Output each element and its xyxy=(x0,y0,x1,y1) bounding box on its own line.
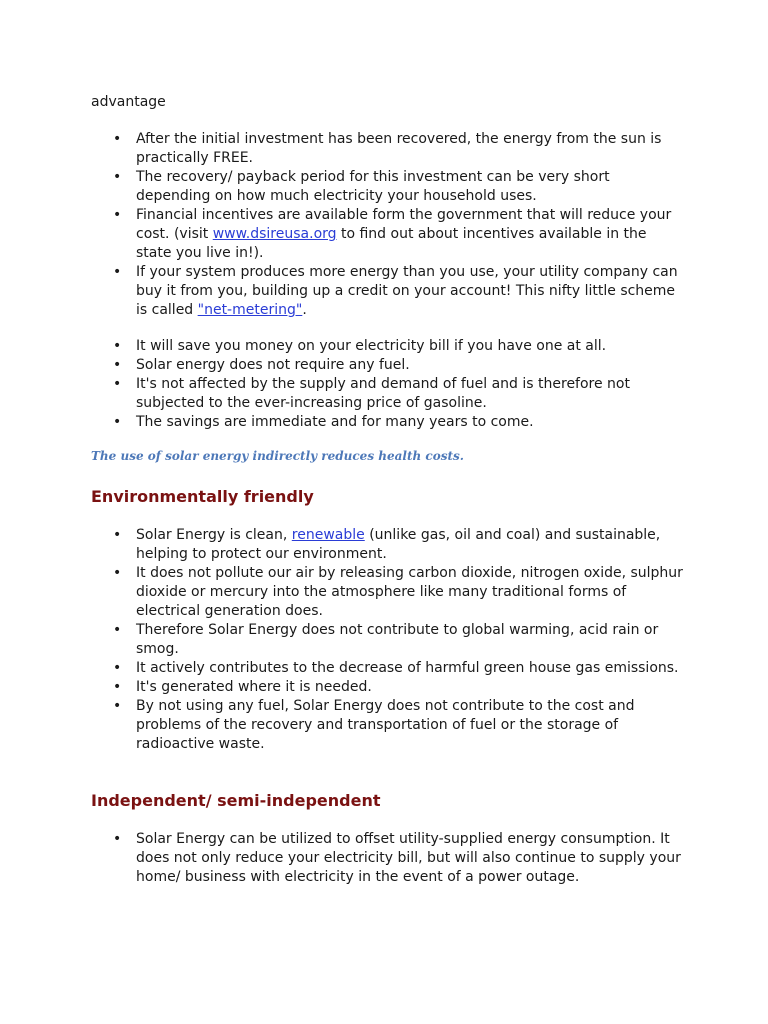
list-item: • It actively contributes to the decrease of harmful green house gas emissions. xyxy=(91,659,686,678)
list-item-text: If your system produces more energy than you use, your utility company can buy it from you, building up a credit on your account! This nifty little scheme is called xyxy=(136,264,678,318)
intro-word: advantage xyxy=(91,94,166,110)
health-costs-note: The use of solar energy indirectly reduces health costs. xyxy=(91,449,464,463)
list-item: • It will save you money on your electricity bill if you have one at all. xyxy=(91,337,686,356)
list-item: • The savings are immediate and for many years to come. xyxy=(91,413,686,432)
list-item-text: Solar Energy is clean, xyxy=(136,527,292,543)
list-item xyxy=(91,526,686,564)
independent-heading: Independent/ semi-independent xyxy=(91,791,381,810)
list-item-text: . xyxy=(302,302,307,318)
list-item-text: to find out about incentives available in the state you live in!). xyxy=(136,226,647,261)
list-item: • By not using any fuel, Solar Energy does not contribute to the cost and problems of the recovery and transportation of fuel or the storage of radioactive waste. xyxy=(91,697,686,754)
dsireusa-link[interactable]: www.dsireusa.org xyxy=(212,226,337,242)
list-item: • It's not affected by the supply and demand of fuel and is therefore not subjected to the ever-increasing price of gasoline. xyxy=(91,375,686,413)
renewable-link[interactable]: renewable xyxy=(291,527,365,543)
list-item: • Solar Energy can be utilized to offset utility-supplied energy consumption. It does not only reduce your electricity bill, but will also continue to supply your home/ business with electricity in the event of a power outage. xyxy=(91,830,686,887)
environment-heading: Environmentally friendly xyxy=(91,487,314,506)
list-item: • The recovery/ payback period for this investment can be very short depending on how much electricity your household uses. xyxy=(91,168,686,206)
list-item-text: Financial incentives are available form the government that will reduce your cost. (visit xyxy=(136,207,672,242)
list-item: • Solar energy does not require any fuel. xyxy=(91,356,686,375)
list-item: • It's generated where it is needed. xyxy=(91,678,686,697)
savings-list xyxy=(91,337,768,432)
list-item: • After the initial investment has been recovered, the energy from the sun is practically FREE. xyxy=(91,130,686,168)
independent-list xyxy=(91,830,768,887)
list-item-text: (unlike gas, oil and coal) and sustainable, helping to protect our environment. xyxy=(136,527,661,562)
net-metering-link[interactable]: "net-metering" xyxy=(197,302,303,318)
environment-list xyxy=(91,526,768,754)
advantage-list xyxy=(91,130,768,320)
list-item: • It does not pollute our air by releasing carbon dioxide, nitrogen oxide, sulphur dioxide or mercury into the atmosphere like many traditional forms of electrical generation does. xyxy=(91,564,686,621)
list-item xyxy=(91,206,686,263)
list-item: • Therefore Solar Energy does not contribute to global warming, acid rain or smog. xyxy=(91,621,686,659)
list-item xyxy=(91,263,686,320)
